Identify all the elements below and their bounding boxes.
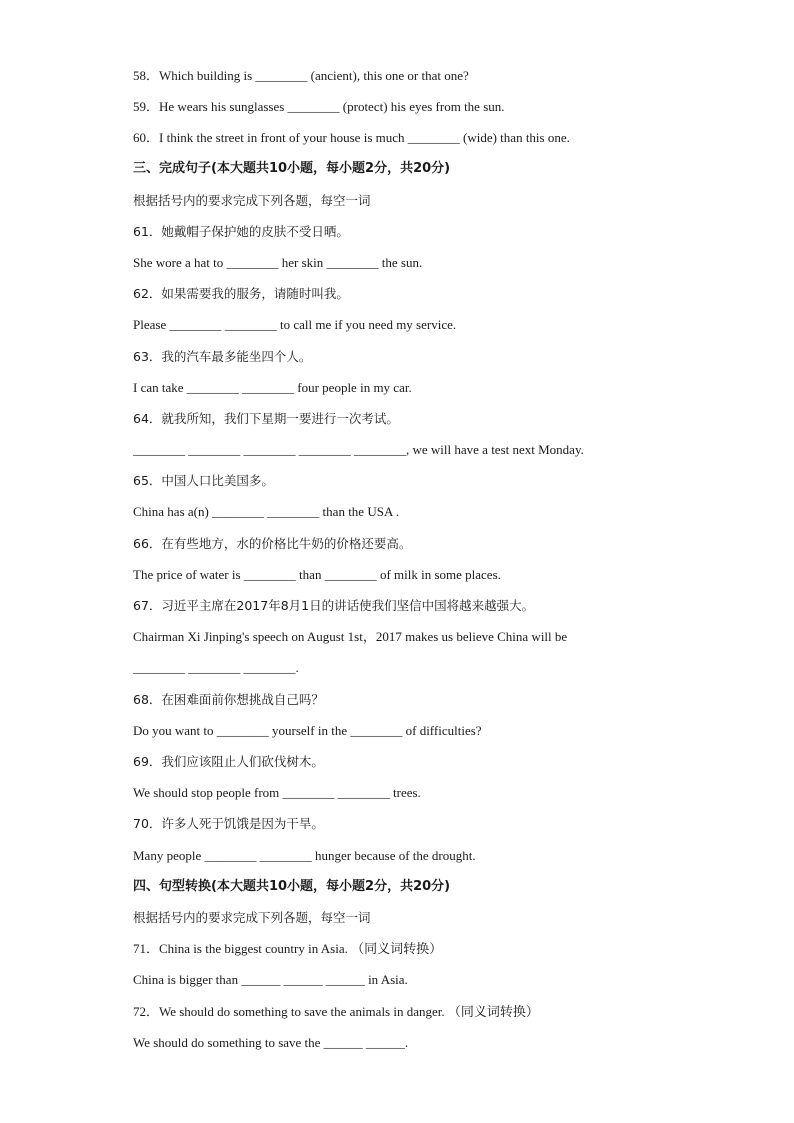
section-3-instruction: 根据括号内的要求完成下列各题，每空一词 [133, 193, 371, 208]
section-4-instruction: 根据括号内的要求完成下列各题，每空一词 [133, 910, 371, 925]
question-67-sentence-cont: ________ ________ ________. [133, 660, 299, 675]
question-67-sentence: Chairman Xi Jinping's speech on August 1st，2017 makes us believe China will be [133, 629, 568, 644]
question-65-sentence: China has a(n) ________ ________ than the USA . [133, 504, 400, 519]
question-71-prompt: 71．China is the biggest country in Asia. （同义词转换） [133, 941, 443, 956]
question-64-sentence: ________ ________ ________ ________ ________, we will have a test next Monday. [133, 442, 584, 457]
question-58: 58．Which building is ________ (ancient), this one or that one? [133, 68, 469, 83]
question-69-prompt: 69．我们应该阻止人们砍伐树木。 [133, 754, 324, 769]
question-72-prompt: 72．We should do something to save the animals in danger. （同义词转换） [133, 1004, 539, 1019]
question-68-sentence: Do you want to ________ yourself in the ________ of difficulties? [133, 723, 482, 738]
section-4-heading: 四、句型转换(本大题共10小题，每小题2分，共20分) [133, 879, 451, 894]
question-72-sentence: We should do something to save the ______ ______. [133, 1035, 409, 1050]
section-3-heading: 三、完成句子(本大题共10小题，每小题2分，共20分) [133, 161, 451, 176]
question-62-prompt: 62．如果需要我的服务，请随时叫我。 [133, 286, 349, 301]
question-63-sentence: I can take ________ ________ four people in my car. [133, 380, 412, 395]
question-63-prompt: 63．我的汽车最多能坐四个人。 [133, 349, 312, 364]
question-60: 60．I think the street in front of your house is much ________ (wide) than this one. [133, 130, 570, 145]
question-67-prompt: 67．习近平主席在2017年8月1日的讲话使我们坚信中国将越来越强大。 [133, 598, 535, 613]
question-59: 59．He wears his sunglasses ________ (protect) his eyes from the sun. [133, 99, 505, 114]
question-66-sentence: The price of water is ________ than ________ of milk in some places. [133, 567, 501, 582]
question-69-sentence: We should stop people from ________ ________ trees. [133, 785, 421, 800]
question-64-prompt: 64．就我所知，我们下星期一要进行一次考试。 [133, 411, 399, 426]
question-70-sentence: Many people ________ ________ hunger because of the drought. [133, 848, 476, 863]
question-61-sentence: She wore a hat to ________ her skin ________ the sun. [133, 255, 423, 270]
question-66-prompt: 66．在有些地方，水的价格比牛奶的价格还要高。 [133, 536, 412, 551]
question-61-prompt: 61．她戴帽子保护她的皮肤不受日晒。 [133, 224, 349, 239]
question-62-sentence: Please ________ ________ to call me if you need my service. [133, 317, 457, 332]
question-68-prompt: 68．在困难面前你想挑战自己吗？ [133, 692, 324, 707]
question-71-sentence: China is bigger than ______ ______ ______ in Asia. [133, 972, 408, 987]
question-70-prompt: 70．许多人死于饥饿是因为干旱。 [133, 816, 324, 831]
question-65-prompt: 65．中国人口比美国多。 [133, 473, 274, 488]
